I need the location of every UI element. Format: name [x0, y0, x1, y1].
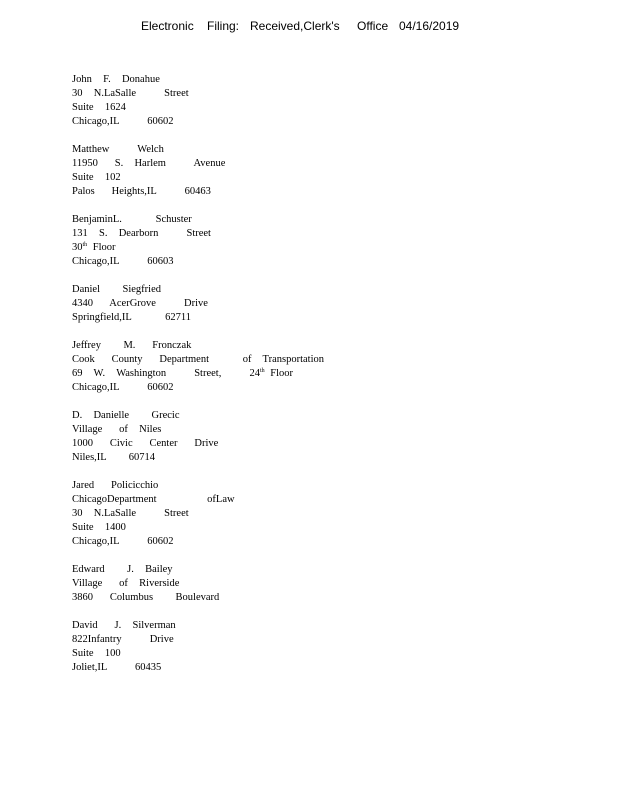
address-block	[72, 563, 492, 605]
address-block	[72, 339, 492, 395]
recipient-name: Edward J. Bailey	[72, 564, 173, 575]
address-block	[72, 213, 492, 269]
recipient-name: Jeffrey M. Fronczak	[72, 340, 192, 351]
recipient-name: Matthew Welch	[72, 144, 164, 155]
address-line: ChicagoDepartment ofLaw	[72, 494, 235, 505]
address-block	[72, 409, 492, 465]
address-line: Chicago,IL 60603	[72, 256, 174, 267]
address-line: Cook County Department of Transportation	[72, 354, 324, 365]
address-line: 30th Floor	[72, 242, 116, 253]
header-electronic: Electronic	[141, 19, 194, 33]
address-block	[72, 479, 492, 549]
address-line: Suite 1400	[72, 522, 126, 533]
filing-stamp-header	[0, 19, 618, 39]
recipient-name: John F. Donahue	[72, 74, 160, 85]
address-line: Chicago,IL 60602	[72, 536, 174, 547]
address-line: 69 W. Washington Street, 24th Floor	[72, 368, 294, 379]
recipient-name: David J. Silverman	[72, 620, 176, 631]
address-line: 131 S. Dearborn Street	[72, 228, 211, 239]
address-line: 4340 AcerGrove Drive	[72, 298, 208, 309]
address-line: Suite 102	[72, 172, 121, 183]
address-line: Village of Niles	[72, 424, 162, 435]
recipient-name: Daniel Siegfried	[72, 284, 161, 295]
address-line: 822Infantry Drive	[72, 634, 174, 645]
header-received-clerks: Received,Clerk's	[250, 19, 340, 33]
recipient-name: D. Danielle Grecic	[72, 410, 180, 421]
address-line: Suite 100	[72, 648, 121, 659]
address-block	[72, 73, 492, 129]
header-office: Office	[357, 19, 389, 33]
address-line: Chicago,IL 60602	[72, 382, 174, 393]
address-line: Joliet,IL 60435	[72, 662, 162, 673]
address-line: Palos Heights,IL 60463	[72, 186, 211, 197]
address-line: Chicago,IL 60602	[72, 116, 174, 127]
address-line: Springfield,IL 62711	[72, 312, 192, 323]
address-block	[72, 619, 492, 675]
address-block	[72, 143, 492, 199]
service-list	[72, 73, 492, 689]
address-line: Suite 1624	[72, 102, 126, 113]
address-line: 3860 Columbus Boulevard	[72, 592, 220, 603]
address-line: Niles,IL 60714	[72, 452, 156, 463]
address-line: 1000 Civic Center Drive	[72, 438, 219, 449]
recipient-name: BenjaminL. Schuster	[72, 214, 192, 225]
address-line: 30 N.LaSalle Street	[72, 508, 189, 519]
recipient-name: Jared Policicchio	[72, 480, 159, 491]
header-date: 04/16/2019	[399, 19, 460, 33]
address-line: 30 N.LaSalle Street	[72, 88, 189, 99]
address-block	[72, 283, 492, 325]
address-line: 11950 S. Harlem Avenue	[72, 158, 226, 169]
address-line: Village of Riverside	[72, 578, 180, 589]
header-filing: Filing:	[207, 19, 240, 33]
